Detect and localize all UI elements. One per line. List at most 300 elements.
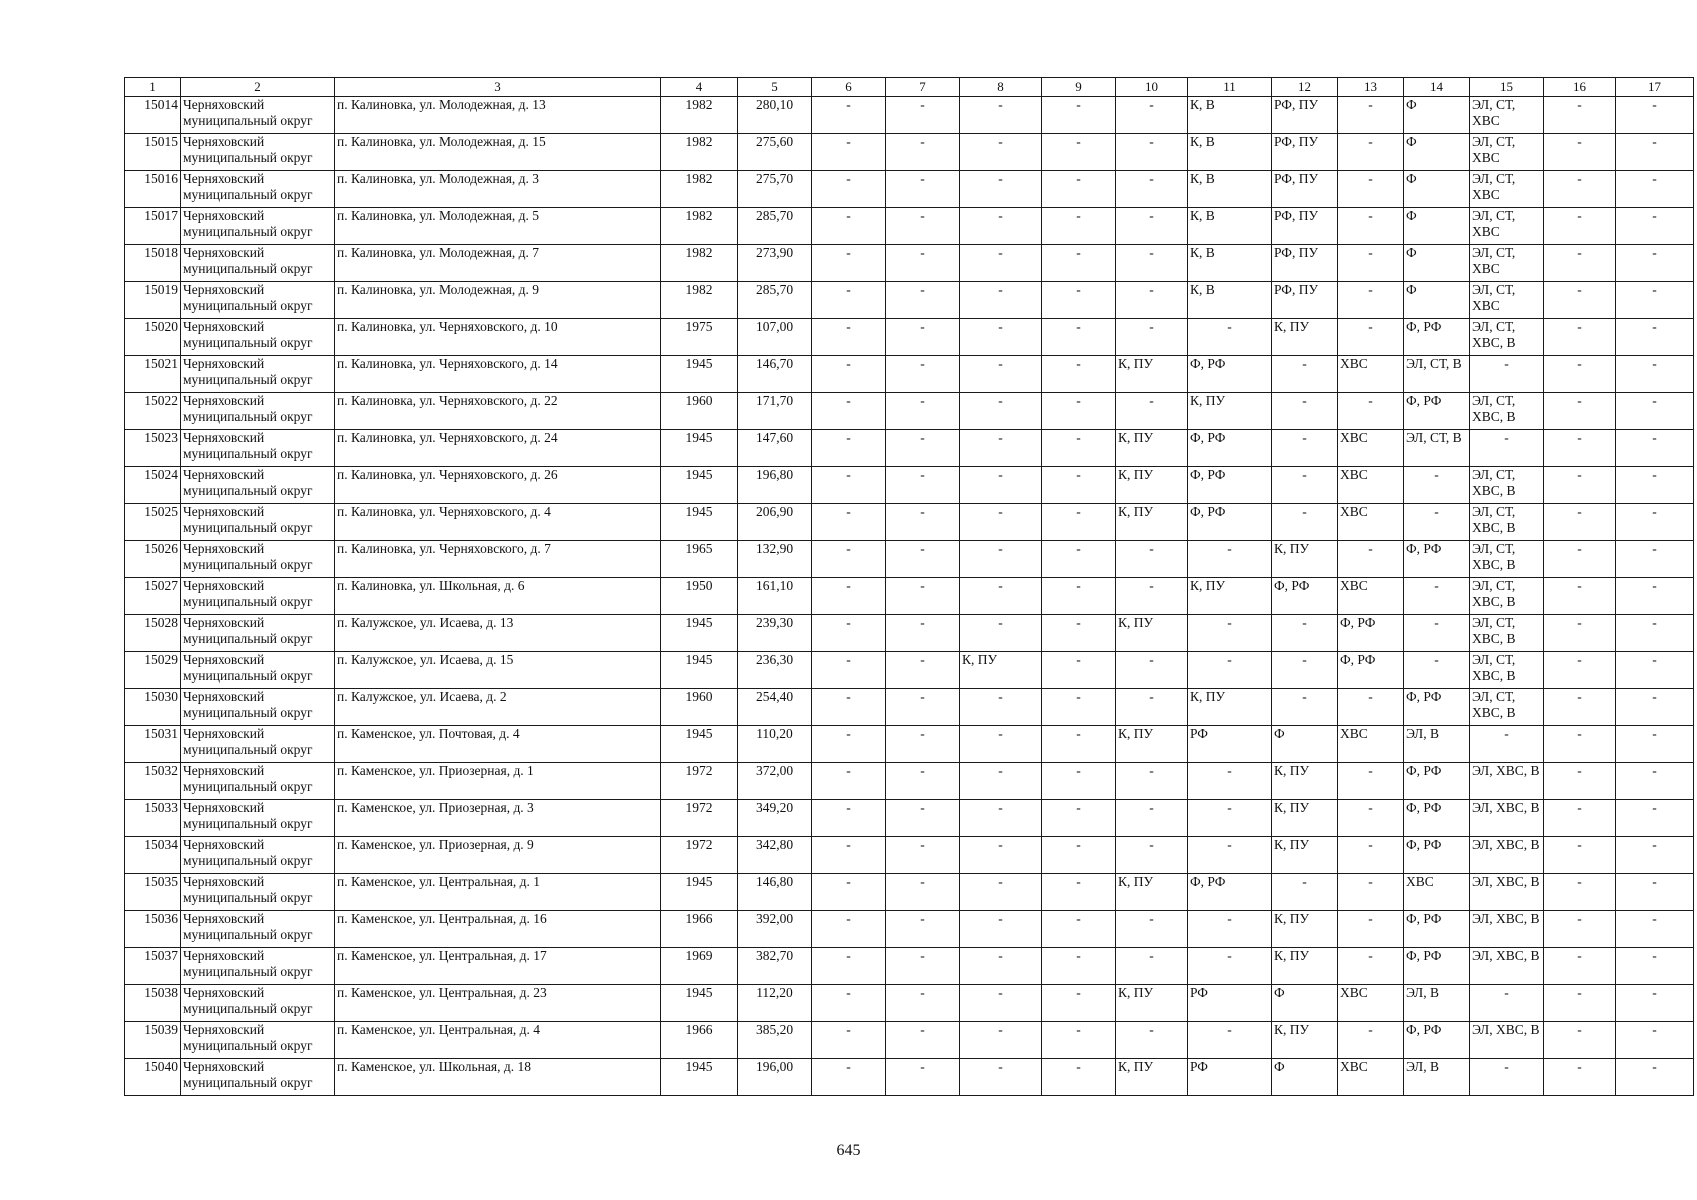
cell-col-7: -: [886, 97, 960, 134]
cell-col-13: -: [1338, 208, 1404, 245]
cell-col-15: ЭЛ, ХВС, В: [1470, 1022, 1544, 1059]
cell-col-13: Ф, РФ: [1338, 615, 1404, 652]
cell-col-14: ЭЛ, СТ, В: [1404, 430, 1470, 467]
cell-col-11: -: [1188, 837, 1272, 874]
cell-municipality: Черняховский муниципальный округ: [181, 837, 335, 874]
cell-col-10: -: [1116, 948, 1188, 985]
cell-col-15: ЭЛ, ХВС, В: [1470, 837, 1544, 874]
cell-col-12: Ф, РФ: [1272, 578, 1338, 615]
table-row: [125, 763, 1694, 800]
cell-col-11: К, ПУ: [1188, 578, 1272, 615]
cell-col-7: -: [886, 948, 960, 985]
cell-col-17: -: [1616, 1059, 1694, 1096]
cell-col-6: -: [812, 393, 886, 430]
cell-col-13: -: [1338, 911, 1404, 948]
cell-col-6: -: [812, 504, 886, 541]
cell-col-11: -: [1188, 615, 1272, 652]
cell-col-8: -: [960, 837, 1042, 874]
cell-col-10: -: [1116, 837, 1188, 874]
cell-col-11: К, ПУ: [1188, 393, 1272, 430]
cell-col-12: -: [1272, 504, 1338, 541]
cell-col-13: -: [1338, 97, 1404, 134]
cell-address: п. Каменское, ул. Центральная, д. 23: [335, 985, 661, 1022]
cell-col-12: -: [1272, 874, 1338, 911]
cell-area: 275,60: [738, 134, 812, 171]
cell-municipality: Черняховский муниципальный округ: [181, 282, 335, 319]
cell-col-11: К, В: [1188, 245, 1272, 282]
cell-address: п. Калужское, ул. Исаева, д. 13: [335, 615, 661, 652]
cell-col-15: ЭЛ, СТ, ХВС: [1470, 171, 1544, 208]
cell-area: 236,30: [738, 652, 812, 689]
cell-record-number: 15028: [125, 615, 181, 652]
cell-address: п. Калиновка, ул. Школьная, д. 6: [335, 578, 661, 615]
table-row: [125, 874, 1694, 911]
cell-municipality: Черняховский муниципальный округ: [181, 467, 335, 504]
cell-col-14: Ф, РФ: [1404, 541, 1470, 578]
cell-col-7: -: [886, 837, 960, 874]
cell-col-16: -: [1544, 171, 1616, 208]
cell-col-8: -: [960, 800, 1042, 837]
cell-col-15: ЭЛ, СТ, ХВС: [1470, 97, 1544, 134]
cell-col-8: -: [960, 763, 1042, 800]
cell-address: п. Калиновка, ул. Молодежная, д. 13: [335, 97, 661, 134]
cell-col-11: Ф, РФ: [1188, 467, 1272, 504]
cell-col-17: -: [1616, 319, 1694, 356]
cell-year-built: 1945: [661, 652, 738, 689]
cell-col-17: -: [1616, 171, 1694, 208]
cell-municipality: Черняховский муниципальный округ: [181, 97, 335, 134]
cell-year-built: 1969: [661, 948, 738, 985]
cell-col-7: -: [886, 134, 960, 171]
cell-col-9: -: [1042, 282, 1116, 319]
cell-record-number: 15027: [125, 578, 181, 615]
cell-col-15: ЭЛ, СТ, ХВС, В: [1470, 504, 1544, 541]
cell-col-17: -: [1616, 356, 1694, 393]
cell-col-7: -: [886, 911, 960, 948]
cell-municipality: Черняховский муниципальный округ: [181, 948, 335, 985]
cell-record-number: 15023: [125, 430, 181, 467]
cell-col-8: -: [960, 97, 1042, 134]
cell-col-13: -: [1338, 1022, 1404, 1059]
cell-col-10: -: [1116, 689, 1188, 726]
cell-col-15: ЭЛ, СТ, ХВС, В: [1470, 467, 1544, 504]
cell-address: п. Калиновка, ул. Молодежная, д. 15: [335, 134, 661, 171]
cell-col-12: К, ПУ: [1272, 948, 1338, 985]
cell-municipality: Черняховский муниципальный округ: [181, 689, 335, 726]
cell-col-13: ХВС: [1338, 1059, 1404, 1096]
cell-col-12: Ф: [1272, 726, 1338, 763]
cell-record-number: 15025: [125, 504, 181, 541]
cell-col-7: -: [886, 800, 960, 837]
cell-col-13: ХВС: [1338, 356, 1404, 393]
cell-col-8: -: [960, 911, 1042, 948]
cell-year-built: 1966: [661, 911, 738, 948]
cell-col-8: -: [960, 282, 1042, 319]
cell-col-11: Ф, РФ: [1188, 874, 1272, 911]
cell-col-14: Ф: [1404, 282, 1470, 319]
column-header-1: 1: [125, 78, 181, 97]
cell-col-17: -: [1616, 245, 1694, 282]
cell-col-13: -: [1338, 837, 1404, 874]
cell-col-11: К, В: [1188, 282, 1272, 319]
cell-address: п. Калиновка, ул. Молодежная, д. 9: [335, 282, 661, 319]
cell-address: п. Калиновка, ул. Черняховского, д. 7: [335, 541, 661, 578]
cell-record-number: 15014: [125, 97, 181, 134]
cell-col-7: -: [886, 504, 960, 541]
cell-record-number: 15026: [125, 541, 181, 578]
cell-col-15: ЭЛ, ХВС, В: [1470, 948, 1544, 985]
cell-col-16: -: [1544, 800, 1616, 837]
table-row: [125, 134, 1694, 171]
cell-col-6: -: [812, 319, 886, 356]
table-row: [125, 911, 1694, 948]
cell-col-7: -: [886, 319, 960, 356]
cell-area: 273,90: [738, 245, 812, 282]
cell-record-number: 15018: [125, 245, 181, 282]
cell-col-17: -: [1616, 763, 1694, 800]
column-header-11: 11: [1188, 78, 1272, 97]
cell-col-17: -: [1616, 504, 1694, 541]
cell-col-10: -: [1116, 393, 1188, 430]
table-row: [125, 652, 1694, 689]
cell-col-14: Ф: [1404, 97, 1470, 134]
cell-col-15: ЭЛ, СТ, ХВС, В: [1470, 319, 1544, 356]
cell-col-6: -: [812, 837, 886, 874]
cell-col-14: Ф, РФ: [1404, 319, 1470, 356]
cell-col-14: -: [1404, 467, 1470, 504]
cell-col-10: К, ПУ: [1116, 985, 1188, 1022]
cell-col-7: -: [886, 245, 960, 282]
cell-col-17: -: [1616, 837, 1694, 874]
cell-col-9: -: [1042, 504, 1116, 541]
cell-col-15: -: [1470, 430, 1544, 467]
cell-address: п. Калиновка, ул. Черняховского, д. 14: [335, 356, 661, 393]
cell-year-built: 1982: [661, 97, 738, 134]
cell-municipality: Черняховский муниципальный округ: [181, 541, 335, 578]
cell-col-15: ЭЛ, СТ, ХВС, В: [1470, 689, 1544, 726]
cell-col-8: -: [960, 689, 1042, 726]
cell-col-8: -: [960, 948, 1042, 985]
cell-area: 349,20: [738, 800, 812, 837]
cell-col-15: ЭЛ, ХВС, В: [1470, 800, 1544, 837]
cell-col-7: -: [886, 1059, 960, 1096]
column-header-14: 14: [1404, 78, 1470, 97]
cell-col-17: -: [1616, 985, 1694, 1022]
cell-municipality: Черняховский муниципальный округ: [181, 208, 335, 245]
cell-col-12: К, ПУ: [1272, 800, 1338, 837]
cell-col-10: -: [1116, 97, 1188, 134]
cell-record-number: 15029: [125, 652, 181, 689]
cell-col-8: -: [960, 615, 1042, 652]
table-row: [125, 245, 1694, 282]
cell-year-built: 1945: [661, 615, 738, 652]
cell-col-11: К, В: [1188, 134, 1272, 171]
cell-col-12: К, ПУ: [1272, 837, 1338, 874]
cell-col-17: -: [1616, 874, 1694, 911]
cell-col-15: ЭЛ, СТ, ХВС: [1470, 282, 1544, 319]
cell-col-11: Ф, РФ: [1188, 504, 1272, 541]
cell-col-11: РФ: [1188, 726, 1272, 763]
cell-col-13: -: [1338, 800, 1404, 837]
table-row: [125, 800, 1694, 837]
cell-col-12: К, ПУ: [1272, 541, 1338, 578]
cell-col-11: К, В: [1188, 171, 1272, 208]
cell-col-16: -: [1544, 356, 1616, 393]
cell-col-6: -: [812, 615, 886, 652]
cell-col-13: ХВС: [1338, 467, 1404, 504]
cell-record-number: 15037: [125, 948, 181, 985]
cell-col-6: -: [812, 1022, 886, 1059]
cell-year-built: 1972: [661, 837, 738, 874]
cell-municipality: Черняховский муниципальный округ: [181, 356, 335, 393]
cell-col-14: ЭЛ, В: [1404, 726, 1470, 763]
cell-col-7: -: [886, 430, 960, 467]
header-row: [125, 78, 1694, 97]
register-table: [124, 77, 1694, 1096]
cell-col-7: -: [886, 763, 960, 800]
cell-col-9: -: [1042, 689, 1116, 726]
cell-col-16: -: [1544, 319, 1616, 356]
cell-col-10: -: [1116, 578, 1188, 615]
table-row: [125, 171, 1694, 208]
cell-col-11: -: [1188, 911, 1272, 948]
cell-record-number: 15016: [125, 171, 181, 208]
cell-area: 171,70: [738, 393, 812, 430]
cell-col-12: -: [1272, 615, 1338, 652]
cell-address: п. Каменское, ул. Приозерная, д. 3: [335, 800, 661, 837]
cell-address: п. Калужское, ул. Исаева, д. 15: [335, 652, 661, 689]
table-row: [125, 467, 1694, 504]
cell-col-16: -: [1544, 430, 1616, 467]
cell-col-7: -: [886, 578, 960, 615]
cell-col-6: -: [812, 726, 886, 763]
cell-col-14: ЭЛ, В: [1404, 1059, 1470, 1096]
cell-col-7: -: [886, 726, 960, 763]
cell-col-12: -: [1272, 356, 1338, 393]
column-header-5: 5: [738, 78, 812, 97]
cell-col-16: -: [1544, 948, 1616, 985]
cell-col-11: -: [1188, 1022, 1272, 1059]
cell-col-15: -: [1470, 985, 1544, 1022]
cell-col-16: -: [1544, 763, 1616, 800]
cell-col-9: -: [1042, 319, 1116, 356]
cell-col-6: -: [812, 985, 886, 1022]
cell-col-16: -: [1544, 208, 1616, 245]
cell-col-17: -: [1616, 541, 1694, 578]
cell-municipality: Черняховский муниципальный округ: [181, 800, 335, 837]
cell-address: п. Каменское, ул. Центральная, д. 17: [335, 948, 661, 985]
cell-col-16: -: [1544, 467, 1616, 504]
cell-col-13: -: [1338, 541, 1404, 578]
cell-col-9: -: [1042, 208, 1116, 245]
cell-address: п. Калиновка, ул. Черняховского, д. 4: [335, 504, 661, 541]
cell-col-16: -: [1544, 282, 1616, 319]
cell-col-12: РФ, ПУ: [1272, 171, 1338, 208]
cell-municipality: Черняховский муниципальный округ: [181, 245, 335, 282]
cell-col-14: Ф, РФ: [1404, 837, 1470, 874]
cell-municipality: Черняховский муниципальный округ: [181, 393, 335, 430]
cell-col-16: -: [1544, 245, 1616, 282]
cell-col-16: -: [1544, 726, 1616, 763]
cell-col-9: -: [1042, 985, 1116, 1022]
cell-col-12: РФ, ПУ: [1272, 245, 1338, 282]
cell-col-10: -: [1116, 208, 1188, 245]
cell-col-15: ЭЛ, СТ, ХВС, В: [1470, 652, 1544, 689]
cell-col-17: -: [1616, 911, 1694, 948]
cell-col-14: Ф, РФ: [1404, 689, 1470, 726]
cell-record-number: 15015: [125, 134, 181, 171]
cell-col-10: -: [1116, 245, 1188, 282]
cell-municipality: Черняховский муниципальный округ: [181, 911, 335, 948]
cell-address: п. Каменское, ул. Центральная, д. 1: [335, 874, 661, 911]
cell-col-13: -: [1338, 763, 1404, 800]
cell-col-15: ЭЛ, СТ, ХВС, В: [1470, 541, 1544, 578]
cell-col-10: К, ПУ: [1116, 874, 1188, 911]
cell-col-17: -: [1616, 689, 1694, 726]
cell-area: 112,20: [738, 985, 812, 1022]
cell-year-built: 1982: [661, 245, 738, 282]
cell-col-14: Ф, РФ: [1404, 911, 1470, 948]
cell-col-11: -: [1188, 800, 1272, 837]
cell-year-built: 1945: [661, 430, 738, 467]
cell-area: 239,30: [738, 615, 812, 652]
cell-col-13: ХВС: [1338, 985, 1404, 1022]
cell-col-13: -: [1338, 245, 1404, 282]
cell-municipality: Черняховский муниципальный округ: [181, 763, 335, 800]
cell-address: п. Каменское, ул. Приозерная, д. 1: [335, 763, 661, 800]
cell-col-9: -: [1042, 245, 1116, 282]
cell-col-15: ЭЛ, ХВС, В: [1470, 874, 1544, 911]
cell-record-number: 15040: [125, 1059, 181, 1096]
cell-col-7: -: [886, 615, 960, 652]
cell-col-13: -: [1338, 171, 1404, 208]
cell-col-10: К, ПУ: [1116, 356, 1188, 393]
cell-col-16: -: [1544, 911, 1616, 948]
cell-municipality: Черняховский муниципальный округ: [181, 1059, 335, 1096]
cell-municipality: Черняховский муниципальный округ: [181, 652, 335, 689]
cell-record-number: 15021: [125, 356, 181, 393]
column-header-3: 3: [335, 78, 661, 97]
cell-year-built: 1965: [661, 541, 738, 578]
cell-area: 107,00: [738, 319, 812, 356]
table-row: [125, 430, 1694, 467]
cell-col-8: -: [960, 578, 1042, 615]
cell-col-6: -: [812, 578, 886, 615]
cell-record-number: 15035: [125, 874, 181, 911]
cell-col-9: -: [1042, 874, 1116, 911]
table-row: [125, 541, 1694, 578]
cell-col-8: -: [960, 245, 1042, 282]
cell-col-9: -: [1042, 615, 1116, 652]
cell-col-14: Ф, РФ: [1404, 1022, 1470, 1059]
cell-col-7: -: [886, 467, 960, 504]
table-row: [125, 319, 1694, 356]
cell-year-built: 1945: [661, 504, 738, 541]
cell-col-6: -: [812, 874, 886, 911]
column-header-15: 15: [1470, 78, 1544, 97]
cell-col-14: Ф, РФ: [1404, 948, 1470, 985]
cell-col-13: -: [1338, 319, 1404, 356]
cell-col-8: К, ПУ: [960, 652, 1042, 689]
cell-address: п. Калиновка, ул. Черняховского, д. 22: [335, 393, 661, 430]
cell-col-14: -: [1404, 615, 1470, 652]
cell-col-6: -: [812, 282, 886, 319]
cell-col-13: ХВС: [1338, 726, 1404, 763]
cell-col-6: -: [812, 652, 886, 689]
cell-col-12: РФ, ПУ: [1272, 134, 1338, 171]
cell-col-16: -: [1544, 1022, 1616, 1059]
cell-col-9: -: [1042, 763, 1116, 800]
cell-col-10: К, ПУ: [1116, 467, 1188, 504]
cell-col-16: -: [1544, 874, 1616, 911]
cell-year-built: 1982: [661, 171, 738, 208]
column-header-16: 16: [1544, 78, 1616, 97]
cell-record-number: 15036: [125, 911, 181, 948]
cell-col-6: -: [812, 800, 886, 837]
cell-record-number: 15024: [125, 467, 181, 504]
cell-col-6: -: [812, 467, 886, 504]
cell-col-8: -: [960, 356, 1042, 393]
cell-col-9: -: [1042, 726, 1116, 763]
cell-col-16: -: [1544, 578, 1616, 615]
cell-col-10: -: [1116, 282, 1188, 319]
column-header-4: 4: [661, 78, 738, 97]
cell-col-15: ЭЛ, СТ, ХВС: [1470, 134, 1544, 171]
cell-col-15: ЭЛ, ХВС, В: [1470, 911, 1544, 948]
cell-area: 146,70: [738, 356, 812, 393]
cell-year-built: 1982: [661, 282, 738, 319]
cell-area: 196,00: [738, 1059, 812, 1096]
cell-col-16: -: [1544, 504, 1616, 541]
cell-col-6: -: [812, 763, 886, 800]
cell-col-10: -: [1116, 171, 1188, 208]
cell-col-10: К, ПУ: [1116, 1059, 1188, 1096]
cell-col-14: Ф: [1404, 245, 1470, 282]
cell-col-12: -: [1272, 652, 1338, 689]
cell-col-6: -: [812, 911, 886, 948]
cell-record-number: 15038: [125, 985, 181, 1022]
cell-col-11: Ф, РФ: [1188, 356, 1272, 393]
cell-year-built: 1950: [661, 578, 738, 615]
column-header-12: 12: [1272, 78, 1338, 97]
cell-col-9: -: [1042, 430, 1116, 467]
cell-col-15: ЭЛ, СТ, ХВС, В: [1470, 578, 1544, 615]
cell-col-8: -: [960, 1022, 1042, 1059]
cell-col-13: -: [1338, 948, 1404, 985]
cell-col-6: -: [812, 208, 886, 245]
cell-col-12: РФ, ПУ: [1272, 97, 1338, 134]
table-row: [125, 578, 1694, 615]
cell-col-14: Ф, РФ: [1404, 763, 1470, 800]
cell-col-7: -: [886, 689, 960, 726]
cell-col-11: РФ: [1188, 985, 1272, 1022]
cell-col-8: -: [960, 985, 1042, 1022]
cell-record-number: 15022: [125, 393, 181, 430]
cell-col-17: -: [1616, 208, 1694, 245]
cell-col-15: ЭЛ, СТ, ХВС, В: [1470, 615, 1544, 652]
cell-col-17: -: [1616, 430, 1694, 467]
cell-year-built: 1945: [661, 726, 738, 763]
cell-col-14: -: [1404, 578, 1470, 615]
cell-col-17: -: [1616, 134, 1694, 171]
cell-municipality: Черняховский муниципальный округ: [181, 171, 335, 208]
cell-col-6: -: [812, 948, 886, 985]
cell-col-14: Ф, РФ: [1404, 393, 1470, 430]
cell-col-9: -: [1042, 837, 1116, 874]
cell-col-12: РФ, ПУ: [1272, 282, 1338, 319]
cell-col-9: -: [1042, 1022, 1116, 1059]
cell-col-13: -: [1338, 874, 1404, 911]
